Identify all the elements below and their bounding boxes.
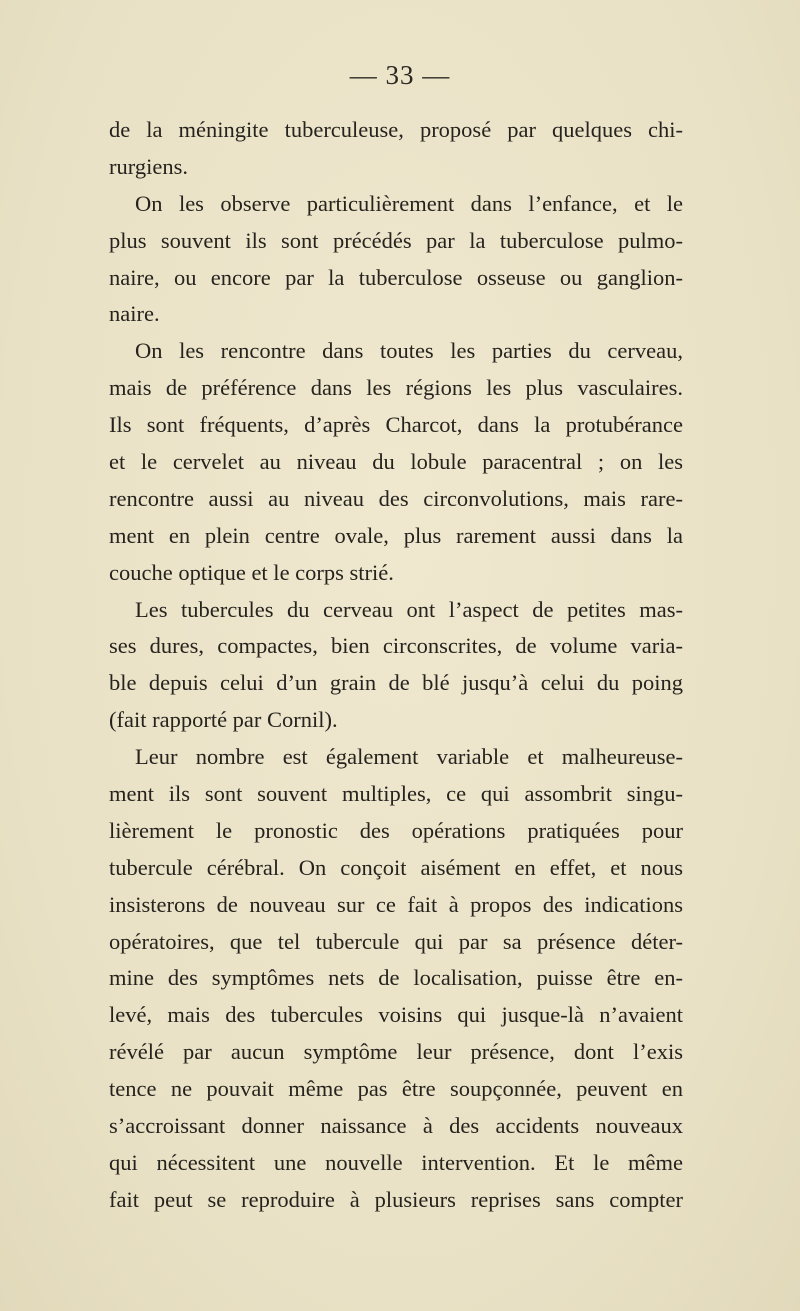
text-line: mine des symptômes nets de localisation, puisse être en- (109, 965, 683, 991)
text-line: ses dures, compactes, bien circonscrites, de volume varia- (109, 633, 683, 659)
text-line: On les rencontre dans toutes les parties du cerveau, (135, 338, 683, 364)
text-line: Les tubercules du cerveau ont l’aspect de petites mas- (135, 596, 683, 622)
text-line: couche optique et le corps strié. (109, 559, 394, 585)
text-line: et le cervelet au niveau du lobule paracentral ; on les (109, 449, 683, 475)
body-text (109, 112, 683, 1219)
text-line: plus souvent ils sont précédés par la tuberculose pulmo- (109, 227, 683, 253)
text-line: lièrement le pronostic des opérations pratiquées pour (109, 817, 683, 843)
text-line: s’accroissant donner naissance à des accidents nouveaux (109, 1113, 683, 1139)
text-line: naire. (109, 301, 160, 327)
text-line: On les observe particulièrement dans l’enfance, et le (135, 190, 683, 216)
text-line: ble depuis celui d’un grain de blé jusqu’à celui du poing (109, 670, 683, 696)
text-line: rencontre aussi au niveau des circonvolutions, mais rare- (109, 485, 683, 511)
text-line: insisterons de nouveau sur ce fait à propos des indications (109, 891, 683, 917)
text-line: Ils sont fréquents, d’après Charcot, dans la protubérance (109, 412, 683, 438)
text-line: tubercule cérébral. On conçoit aisément en effet, et nous (109, 854, 683, 880)
text-line: rurgiens. (109, 153, 188, 179)
text-line: Leur nombre est également variable et malheureuse- (135, 744, 683, 770)
text-line: ment en plein centre ovale, plus rarement aussi dans la (109, 522, 683, 548)
text-line: opératoires, que tel tubercule qui par sa présence déter- (109, 928, 683, 954)
text-line: de la méningite tuberculeuse, proposé par quelques chi- (109, 117, 683, 142)
text-line: fait peut se reproduire à plusieurs reprises sans compter (109, 1186, 683, 1212)
text-line: révélé par aucun symptôme leur présence, dont l’exis (109, 1039, 683, 1065)
text-line: (fait rapporté par Cornil). (109, 707, 338, 733)
text-line: levé, mais des tubercules voisins qui jusque-là n’avaient (109, 1002, 683, 1028)
text-line: mais de préférence dans les régions les plus vasculaires. (109, 375, 683, 401)
text-line: ment ils sont souvent multiples, ce qui assombrit singu- (109, 781, 683, 807)
text-line: tence ne pouvait même pas être soupçonnée, peuvent en (109, 1076, 683, 1102)
text-line: naire, ou encore par la tuberculose osseuse ou ganglion- (109, 264, 683, 290)
text-line: qui nécessitent une nouvelle intervention. Et le même (109, 1149, 683, 1175)
page-number: — 33 — (349, 60, 451, 90)
